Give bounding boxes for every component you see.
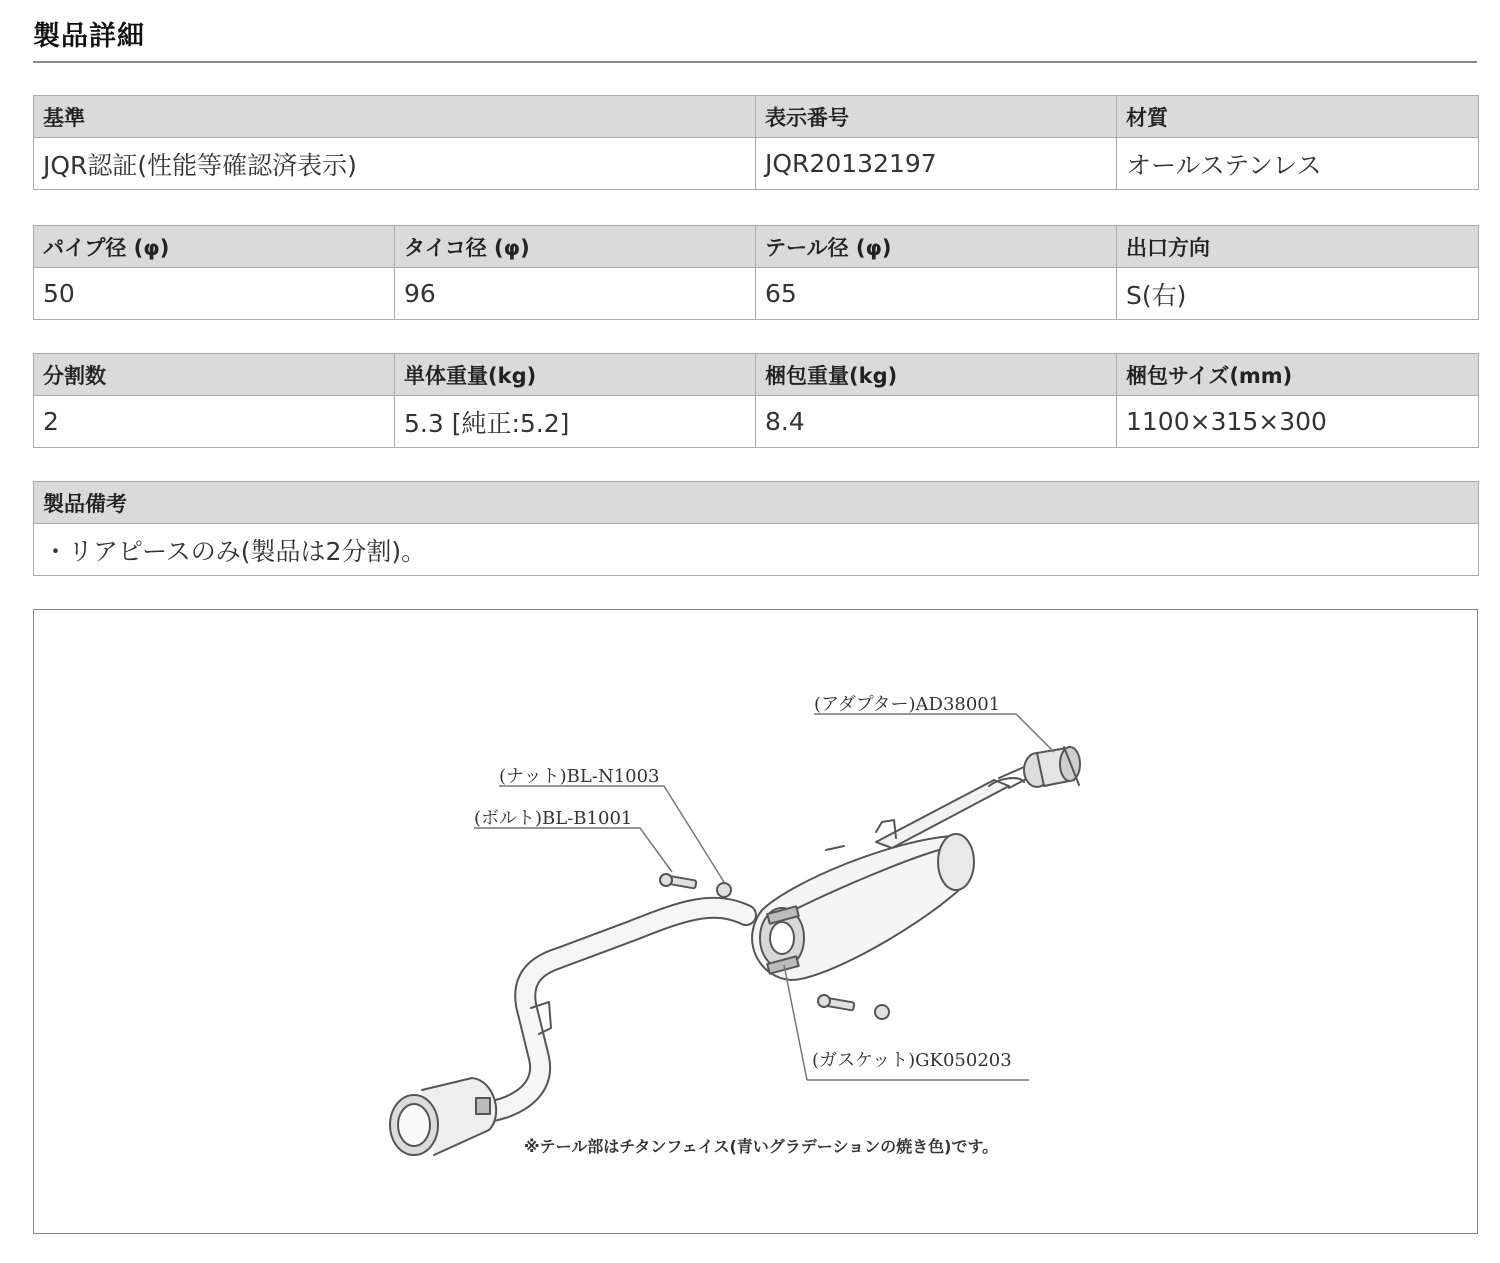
- value-material: オールステンレス: [1117, 138, 1479, 190]
- table-row: [34, 396, 1479, 448]
- header-material: 材質: [1117, 96, 1479, 138]
- callout-bolt: (ボルト)BL-B1001: [474, 808, 633, 829]
- title-divider: [33, 61, 1477, 63]
- header-remarks: 製品備考: [34, 482, 1479, 524]
- table-header-row: [34, 226, 1479, 268]
- header-unit-weight: 単体重量(kg): [395, 354, 756, 396]
- value-package-size: 1100×315×300: [1117, 396, 1479, 448]
- callout-adapter: (アダプター)AD38001: [814, 694, 1001, 715]
- value-standard: JQR認証(性能等確認済表示): [34, 138, 756, 190]
- header-package-weight: 梱包重量(kg): [756, 354, 1117, 396]
- diagram-note: ※テール部はチタンフェイス(青いグラデーションの焼き色)です。: [524, 1137, 999, 1156]
- value-pieces: 2: [34, 396, 395, 448]
- header-standard: 基準: [34, 96, 756, 138]
- spec-table-standard: [33, 95, 1479, 190]
- spec-table-weight: [33, 353, 1479, 448]
- page-title: 製品詳細: [33, 21, 145, 52]
- value-tail-diameter: 65: [756, 268, 1117, 320]
- header-exit-direction: 出口方向: [1117, 226, 1479, 268]
- exhaust-diagram: [33, 609, 1478, 1234]
- table-header-row: [34, 96, 1479, 138]
- table-row: [34, 138, 1479, 190]
- callout-gasket: (ガスケット)GK050203: [812, 1050, 1012, 1071]
- table-header-row: [34, 482, 1479, 524]
- spec-table-remarks: [33, 481, 1479, 576]
- value-display-number: JQR20132197: [756, 138, 1117, 190]
- value-muffler-diameter: 96: [395, 268, 756, 320]
- value-pipe-diameter: 50: [34, 268, 395, 320]
- header-display-number: 表示番号: [756, 96, 1117, 138]
- callout-nut: (ナット)BL-N1003: [499, 766, 660, 787]
- value-unit-weight: 5.3 [純正:5.2]: [395, 396, 756, 448]
- value-remarks: ・リアピースのみ(製品は2分割)。: [34, 524, 1479, 576]
- spec-table-dimensions: [33, 225, 1479, 320]
- exhaust-illustration: [34, 610, 1477, 1233]
- table-row: [34, 524, 1479, 576]
- header-package-size: 梱包サイズ(mm): [1117, 354, 1479, 396]
- header-muffler-diameter: タイコ径 (φ): [395, 226, 756, 268]
- header-pieces: 分割数: [34, 354, 395, 396]
- table-row: [34, 268, 1479, 320]
- header-pipe-diameter: パイプ径 (φ): [34, 226, 395, 268]
- table-header-row: [34, 354, 1479, 396]
- value-package-weight: 8.4: [756, 396, 1117, 448]
- header-tail-diameter: テール径 (φ): [756, 226, 1117, 268]
- value-exit-direction: S(右): [1117, 268, 1479, 320]
